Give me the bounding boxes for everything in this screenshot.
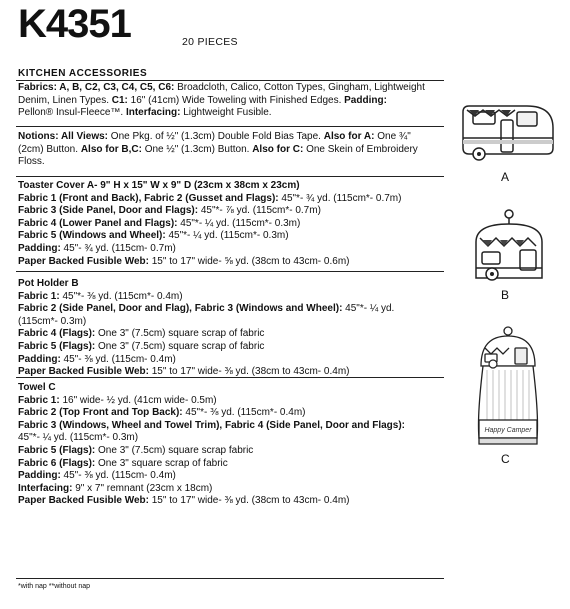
divider bbox=[16, 126, 444, 127]
fabrics-text: Lightweight Fusible. bbox=[180, 107, 272, 119]
view-a-label: A bbox=[501, 170, 510, 184]
divider bbox=[16, 80, 444, 81]
toaster-cover-title: Toaster Cover A- 9" H x 15" W x 9" D (23cm x 38cm x 23cm) bbox=[18, 180, 300, 191]
requirement-label: Fabric 6 (Flags): bbox=[18, 457, 96, 469]
divider bbox=[16, 271, 444, 272]
toaster-cover-illustration bbox=[455, 98, 561, 164]
requirement-value: One 3" (7.5cm) square scrap of fabric bbox=[95, 340, 265, 352]
notions-heading: Notions: All Views: bbox=[18, 131, 109, 142]
requirement-label: Fabric 4 (Lower Panel and Flags): bbox=[18, 217, 178, 229]
notions-heading: Also for A: bbox=[323, 131, 375, 142]
requirement-value: 45"*- ¼ yd. (115cm*- 0.3m) bbox=[165, 230, 289, 242]
requirement-label: Fabric 3 (Side Panel, Door and Flags): bbox=[18, 205, 199, 217]
requirement-label: Padding: bbox=[18, 242, 61, 254]
requirement-value: 16" wide- ½ yd. (41cm wide- 0.5m) bbox=[59, 394, 217, 406]
pot-holder-title: Pot Holder B bbox=[18, 278, 79, 289]
requirement-label: Fabric 4 (Flags): bbox=[18, 328, 96, 340]
requirement-value: (115cm*- 0.3m) bbox=[18, 315, 87, 327]
requirement-label: Fabric 2 (Side Panel, Door and Flag), Fabric 3 (Windows and Wheel): bbox=[18, 303, 343, 315]
fabrics-heading: C1: bbox=[111, 94, 128, 106]
requirement-label: Padding: bbox=[18, 470, 61, 482]
notions-block bbox=[18, 131, 442, 169]
toaster-cover-block bbox=[18, 180, 442, 268]
towel-block bbox=[18, 382, 442, 508]
fabrics-heading: Interfacing: bbox=[125, 107, 181, 119]
requirement-value: 45"*- ⅞ yd. (115cm*- 0.7m) bbox=[198, 205, 321, 217]
pot-holder-block bbox=[18, 278, 442, 379]
fabrics-text: 16" (41cm) Wide Toweling with Finished Edges. bbox=[127, 94, 345, 106]
requirement-value: 45"- ⅜ yd. (115cm- 0.4m) bbox=[60, 353, 176, 365]
requirement-label: Paper Backed Fusible Web: bbox=[18, 495, 149, 507]
requirement-value: 45"*- ⅜ yd. (115cm*- 0.4m) bbox=[59, 290, 183, 302]
requirement-value: 45"- ¾ yd. (115cm- 0.7m) bbox=[60, 242, 176, 254]
requirement-label: Fabric 1: bbox=[18, 290, 60, 302]
requirement-value: One 3" square scrap of fabric bbox=[95, 457, 228, 469]
towel-title: Towel C bbox=[18, 382, 56, 393]
requirement-label: Fabric 5 (Flags): bbox=[18, 340, 96, 352]
fabrics-text: Denim, Linen Types. bbox=[18, 94, 112, 106]
divider bbox=[16, 176, 444, 177]
notions-text: One Pkg. of ½" (1.3cm) Double Fold Bias Tape. bbox=[108, 131, 324, 142]
requirement-value: 45"*- ¼ yd. (115cm*- 0.3m) bbox=[177, 217, 301, 229]
requirement-value: 45"*- ⅜ yd. (115cm*- 0.4m) bbox=[182, 407, 306, 419]
requirement-label: Interfacing: bbox=[18, 482, 73, 494]
requirement-value: 45"*- ¾ yd. (115cm*- 0.7m) bbox=[278, 192, 402, 204]
requirement-label: Fabric 1: bbox=[18, 394, 60, 406]
fabrics-text: Broadcloth, Calico, Cotton Types, Gingham, Lightweight bbox=[174, 82, 425, 93]
requirement-value: 15" to 17" wide- ⅝ yd. (38cm to 43cm- 0.6m) bbox=[148, 255, 350, 267]
requirement-label: Padding: bbox=[18, 353, 61, 365]
view-b-label: B bbox=[501, 288, 510, 302]
requirement-value: 45"- ⅜ yd. (115cm- 0.4m) bbox=[60, 470, 176, 482]
requirement-value: 45"*- ¼ yd. (115cm*- 0.3m) bbox=[18, 432, 139, 444]
view-c-label: C bbox=[501, 452, 510, 466]
divider bbox=[16, 377, 444, 378]
towel-illustration bbox=[473, 326, 543, 452]
towel-embroidery-text: Happy Camper bbox=[484, 427, 532, 434]
requirement-value: 45"*- ¼ yd. bbox=[342, 303, 395, 315]
notions-text: (2cm) Button. bbox=[18, 143, 81, 155]
requirement-value: 9" x 7" remnant (23cm x 18cm) bbox=[72, 482, 213, 494]
requirement-label: Fabric 2 (Top Front and Top Back): bbox=[18, 407, 183, 419]
piece-count: 20 PIECES bbox=[182, 36, 238, 48]
pot-holder-illustration bbox=[466, 208, 552, 284]
notions-text: One ¾" bbox=[374, 131, 411, 142]
notions-heading: Also for B,C: bbox=[80, 143, 142, 155]
divider bbox=[16, 578, 444, 579]
requirement-label: Fabric 5 (Windows and Wheel): bbox=[18, 230, 166, 242]
fabrics-heading: Padding: bbox=[344, 94, 387, 106]
footnote: *with nap **without nap bbox=[18, 583, 90, 590]
notions-text: Floss. bbox=[18, 156, 45, 168]
notions-text: One ½" (1.3cm) Button. bbox=[141, 143, 253, 155]
requirement-value: One 3" (7.5cm) square scrap of fabric bbox=[95, 328, 265, 340]
requirement-label: Paper Backed Fusible Web: bbox=[18, 255, 149, 267]
requirement-value: 15" to 17" wide- ⅜ yd. (38cm to 43cm- 0.4m) bbox=[148, 366, 350, 378]
pattern-number: K4351 bbox=[18, 2, 131, 46]
fabrics-text: Pellon® Insul-Fleece™. bbox=[18, 107, 126, 119]
fabrics-block bbox=[18, 82, 442, 120]
requirement-label: Fabric 1 (Front and Back), Fabric 2 (Gusset and Flags): bbox=[18, 192, 279, 204]
requirement-value: One 3" (7.5cm) square scrap fabric bbox=[95, 444, 254, 456]
requirement-label: Fabric 3 (Windows, Wheel and Towel Trim), Fabric 4 (Side Panel, Door and Flags): bbox=[18, 419, 406, 431]
notions-heading: Also for C: bbox=[252, 143, 304, 155]
notions-text: One Skein of Embroidery bbox=[303, 143, 418, 155]
requirement-label: Paper Backed Fusible Web: bbox=[18, 366, 149, 378]
requirement-value: 15" to 17" wide- ⅜ yd. (38cm to 43cm- 0.4m) bbox=[148, 495, 350, 507]
fabrics-heading: Fabrics: A, B, C2, C3, C4, C5, C6: bbox=[18, 82, 175, 93]
section-title: KITCHEN ACCESSORIES bbox=[18, 68, 148, 79]
requirement-label: Fabric 5 (Flags): bbox=[18, 444, 96, 456]
